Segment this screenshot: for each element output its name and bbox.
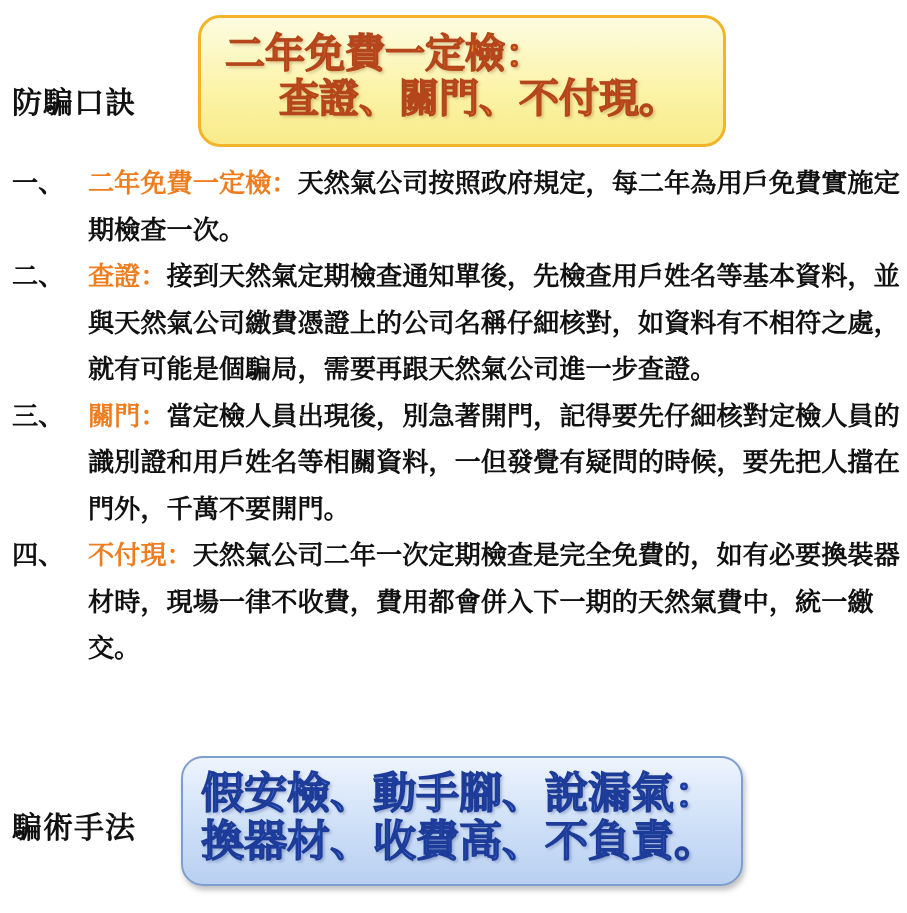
tip-number: 一、 xyxy=(12,169,65,199)
slogan-line-2: 查證、關門、不付現。 xyxy=(279,75,679,122)
tip-text: 當定檢人員出現後，別急著開門，記得要先仔細核對定檢人員的識別證和用戶姓名等相關資料，一但發覺有疑問的時候，要先把人擋在門外，千萬不要開門。 xyxy=(88,401,900,525)
tip-item-2 xyxy=(12,254,900,394)
tip-keyword: 查證： xyxy=(88,262,167,292)
tactics-banner xyxy=(181,756,743,886)
tip-number: 三、 xyxy=(12,401,65,432)
tip-text: 接到天然氣定期檢查通知單後，先檢查用戶姓名等基本資料，並與天然氣公司繳費憑證上的公司名稱仔細核對，如資料有不相符之處，就有可能是個騙局，需要再跟天然氣公司進一步查證。 xyxy=(88,262,900,385)
tip-text: 天然氣公司按照政府規定，每二年為用戶免費實施定期檢查一次。 xyxy=(88,169,900,246)
tip-keyword: 不付現： xyxy=(88,541,193,571)
tip-keyword: 關門： xyxy=(88,401,167,432)
tip-keyword: 二年免費一定檢： xyxy=(88,169,298,199)
slogan-line-1: 二年免費一定檢： xyxy=(225,31,545,77)
tactics-line-2: 換器材、收費高、不負責。 xyxy=(201,817,717,868)
section-label-fraud-tactics: 騙術手法 xyxy=(12,811,136,846)
tip-item-4 xyxy=(12,533,900,673)
tip-number: 二、 xyxy=(12,262,65,292)
tip-item-3 xyxy=(12,394,900,534)
tactics-line-1: 假安檢、動手腳、說漏氣： xyxy=(201,769,717,819)
tip-item-1 xyxy=(12,161,900,254)
tip-number: 四、 xyxy=(12,541,65,571)
tip-text: 天然氣公司二年一次定期檢查是完全免費的，如有必要換裝器材時，現場一律不收費，費用都會併入下一期的天然氣費中，統一繳交。 xyxy=(88,541,900,664)
slogan-banner xyxy=(198,15,726,147)
section-label-anti-fraud: 防騙口訣 xyxy=(12,86,136,121)
tips-list xyxy=(12,161,900,673)
